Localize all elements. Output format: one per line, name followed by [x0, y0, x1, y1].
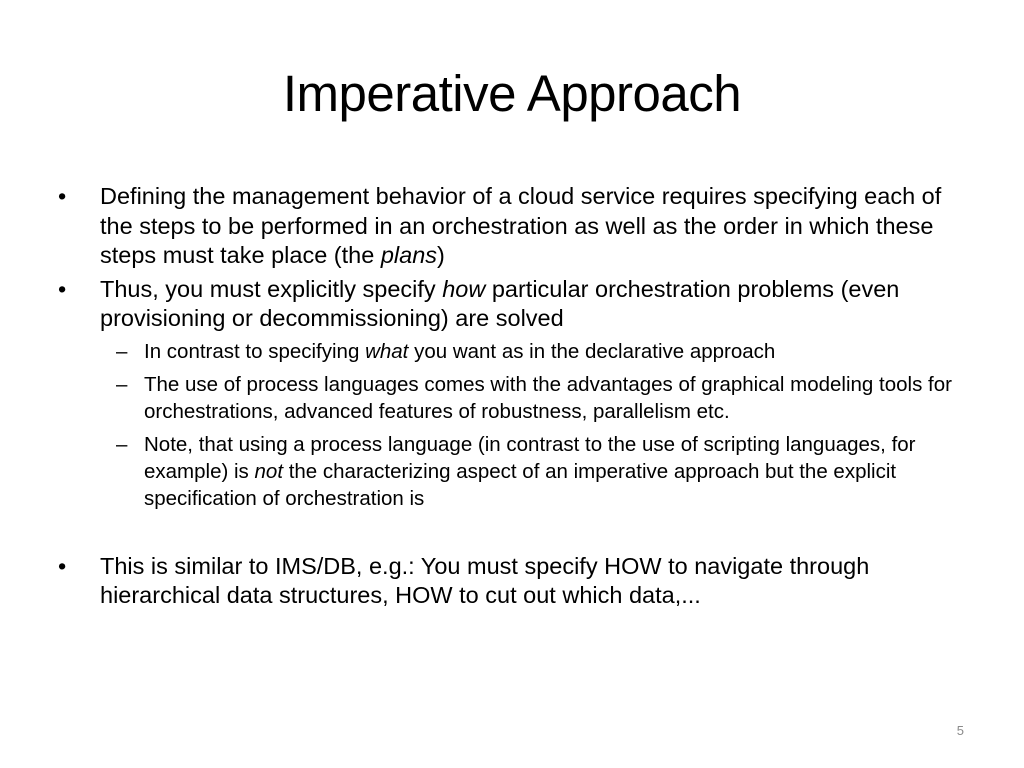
spacer: [58, 518, 968, 552]
sub-bullet-text: In contrast to specifying: [144, 339, 366, 363]
bullet-item: [58, 552, 968, 611]
sub-bullet-item: [116, 431, 968, 512]
slide-content: [58, 182, 968, 615]
sub-bullet-marker: –: [116, 339, 128, 363]
sub-bullet-item: [116, 338, 968, 365]
sub-bullet-text: you want as in the declarative approach: [408, 339, 776, 363]
sub-bullet-marker: –: [116, 432, 128, 456]
sub-bullet-text: the characterizing aspect of an imperative approach but the explicit specification of orchestration is: [144, 459, 897, 510]
bullet-text: Thus, you must explicitly specify: [100, 275, 443, 302]
bullet-text: ): [437, 242, 445, 268]
bullet-item: [58, 275, 968, 334]
sub-bullet-marker: –: [116, 372, 128, 396]
page-number: 5: [956, 723, 964, 738]
bullet-marker: •: [58, 275, 67, 302]
bullet-emphasis: plans: [380, 242, 438, 268]
bullet-marker: •: [58, 183, 67, 209]
bullet-text: Defining the management behavior of a cloud service requires specifying each of the steps to be performed in an orchestration as well as the order in which these steps must take place (the: [100, 183, 942, 268]
bullet-emphasis: how: [442, 275, 486, 302]
sub-bullet-text: Note, that using a process language (in contrast to the use of scripting languages, for example) is: [144, 432, 916, 483]
bullet-item: [58, 182, 968, 271]
bullet-text: This is similar to IMS/DB, e.g.: You must specify HOW to navigate through hierarchical data structures, HOW to cut out which data,...: [100, 552, 870, 608]
bullet-marker: •: [58, 552, 67, 579]
slide-title: Imperative Approach: [282, 65, 742, 122]
sub-bullet-emphasis: what: [365, 339, 409, 363]
bullet-text: particular orchestration problems (even provisioning or decommissioning) are solved: [100, 275, 900, 331]
sub-bullet-emphasis: not: [254, 459, 284, 483]
sub-bullet-item: [116, 371, 968, 425]
sub-bullet-text: The use of process languages comes with the advantages of graphical modeling tools for orchestrations, advanced features of robustness, parallelism etc.: [144, 372, 952, 423]
